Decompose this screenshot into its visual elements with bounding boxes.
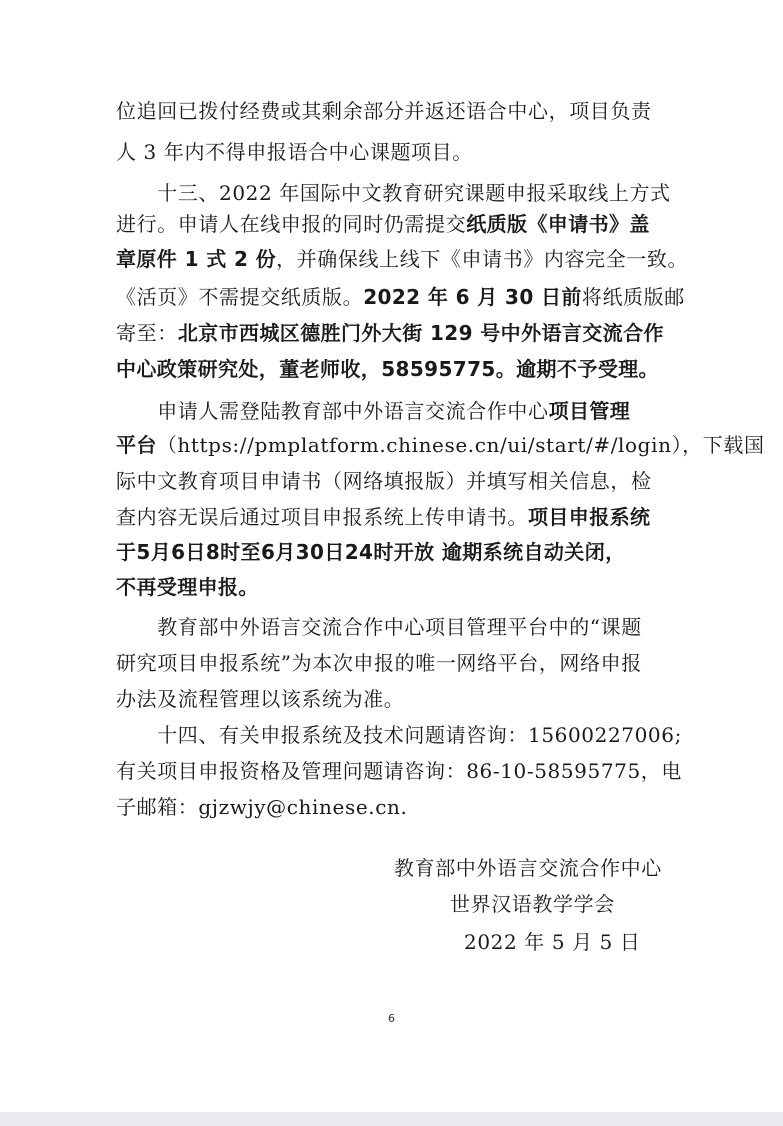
paragraph-line-17 [116,684,404,714]
paragraph-line-14 [116,572,259,602]
text-run: 有关项目申报资格及管理问题请咨询：86-10-58595775，电 [116,759,683,783]
paragraph-line-16 [116,648,642,678]
bold-text-run: 项目申报系统 [528,505,651,529]
paragraph-line-2 [116,137,473,167]
bold-text-run: 不再受理申报。 [116,575,259,599]
text-run: 人 3 年内不得申报语合中心课题项目。 [116,140,473,164]
text-run: 将纸质版邮 [581,285,685,309]
text-run: 进行。申请人在线申报的同时仍需提交 [116,212,467,236]
paragraph-line-8 [116,354,659,384]
text-run: ，并确保线上线下《申请书》内容完全一致。 [276,247,689,271]
text-run: 研究项目申报系统”为本次申报的唯一网络平台，网络申报 [116,651,642,675]
paragraph-line-7 [116,318,664,348]
paragraph-line-3 [116,178,671,208]
paragraph-line-5 [116,244,688,274]
link-text: （https://pmplatform.chinese.cn/ui/start/#/login），下载国 [156,433,765,457]
text-run: 子邮箱：gjzwjy@chinese.cn. [116,795,408,819]
text-run: 寄至： [116,321,178,345]
paragraph-line-18 [116,720,682,750]
page-number: 6 [388,1012,395,1025]
text-run: 位追回已拨付经费或其剩余部分并返还语合中心，项目负责 [116,99,652,123]
bold-text-run: 2022 年 6 月 30 日前 [363,285,582,309]
signature-org-1: 教育部中外语言交流合作中心 [394,856,662,880]
bold-text-run: 章原件 1 式 2 份 [116,247,277,271]
bold-text-run: 纸质版《申请书》盖 [466,212,650,236]
paragraph-line-15 [116,612,642,642]
paragraph-line-1 [116,96,652,126]
paragraph-line-10 [116,430,765,460]
text-run: 查内容无误后通过项目申报系统上传申请书。 [116,505,528,529]
text-run: 教育部中外语言交流合作中心项目管理平台中的“课题 [116,615,642,639]
text-run: 《活页》不需提交纸质版。 [116,285,364,309]
text-run: 办法及流程管理以该系统为准。 [116,687,405,711]
bold-text-run: 中心政策研究处，董老师收，58595775。逾期不予受理。 [116,357,659,381]
paragraph-line-13 [116,537,626,567]
viewer-bottom-bar [0,1112,783,1126]
bold-text-run: 平台 [116,433,157,457]
paragraph-line-6 [116,282,685,312]
text-run: 申请人需登陆教育部中外语言交流合作中心 [116,399,549,423]
text-run: 际中文教育项目申请书（网络填报版）并填写相关信息，检 [116,469,652,493]
signature-org-2: 世界汉语教学学会 [450,892,615,916]
paragraph-line-19 [116,756,682,786]
bold-text-run: 北京市西城区德胜门外大街 129 号中外语言交流合作 [177,321,664,345]
paragraph-line-4 [116,209,650,239]
paragraph-line-9 [116,396,630,426]
text-run: 十四、有关申报系统及技术问题请咨询：15600227006; [116,723,682,747]
bold-text-run: 项目管理 [548,399,631,423]
paragraph-line-20 [116,792,407,822]
paragraph-line-12 [116,502,650,532]
text-run: 十三、2022 年国际中文教育研究课题申报采取线上方式 [116,181,671,205]
paragraph-line-11 [116,466,652,496]
signature-date: 2022 年 5 月 5 日 [464,930,641,954]
bold-text-run: 于5月6日8时至6月30日24时开放 逾期系统自动关闭， [116,540,626,564]
